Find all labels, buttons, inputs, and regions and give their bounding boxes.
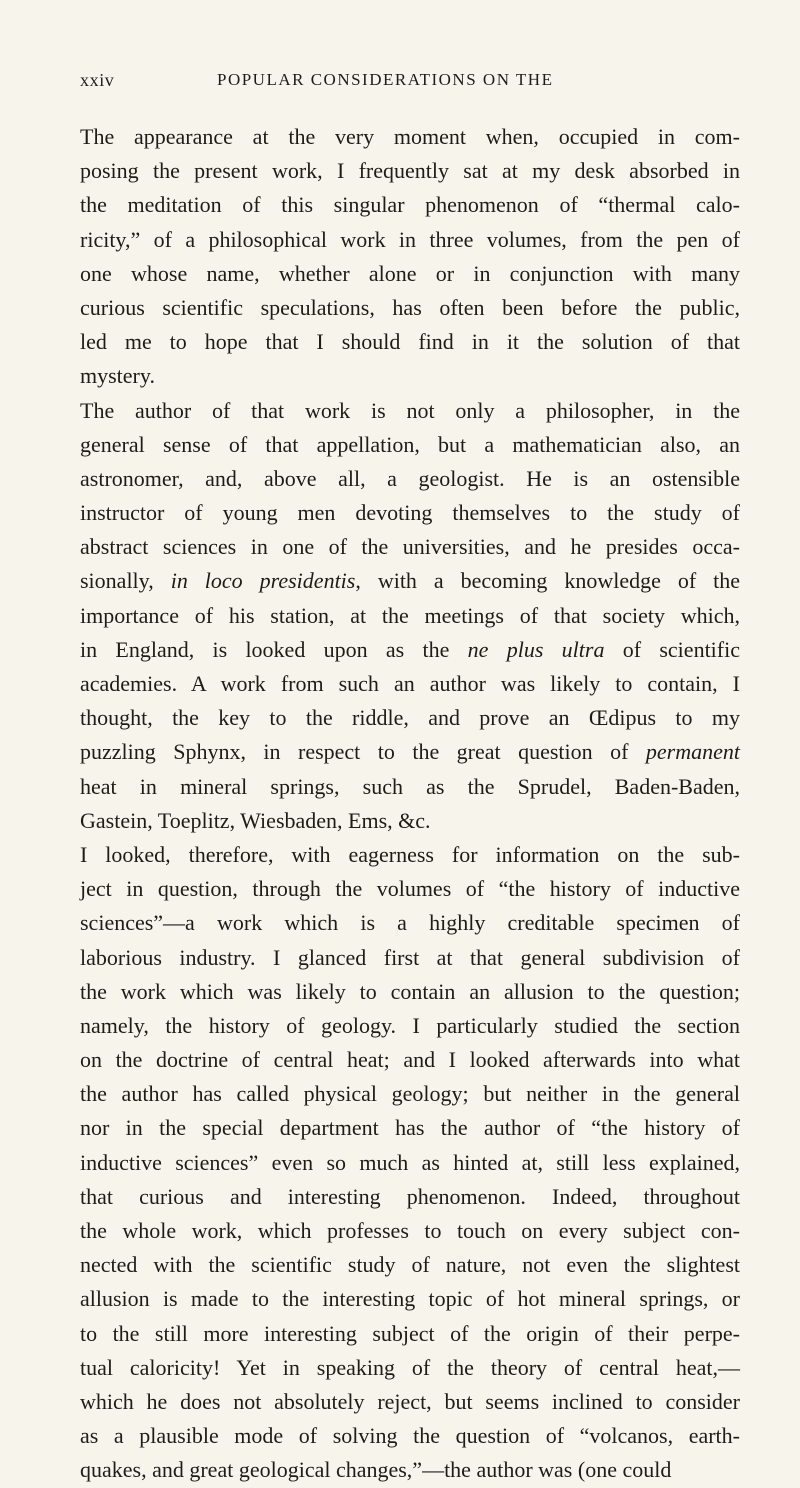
text-line-31: inductive sciences” even so much as hinted at, still less explained,	[80, 1149, 740, 1175]
text-line-40: quakes, and great geological changes,”—the author was (one could	[80, 1457, 672, 1483]
text-line-22: I looked, therefore, with eagerness for information on the sub-	[80, 841, 740, 867]
page-number: xxiv	[80, 70, 115, 90]
body-text	[80, 120, 740, 1488]
text-line-6: curious scientific speculations, has often been before the public,	[80, 294, 740, 320]
text-line-28: on the doctrine of central heat; and I looked afterwards into what	[80, 1047, 740, 1073]
text-line-16: in England, is looked upon as the ne plus ultra of scientific	[80, 636, 740, 662]
text-line-8: mystery.	[80, 363, 155, 389]
text-line-14: sionally, in loco presidentis, with a becoming knowledge of the	[80, 568, 740, 594]
text-line-24: sciences”—a work which is a highly creditable specimen of	[80, 910, 740, 936]
text-line-35: allusion is made to the interesting topic of hot mineral springs, or	[80, 1286, 740, 1312]
text-line-21: Gastein, Toeplitz, Wiesbaden, Ems, &c.	[80, 807, 431, 833]
text-line-1: The appearance at the very moment when, occupied in com-	[80, 124, 740, 149]
running-title: POPULAR CONSIDERATIONS ON THE	[217, 70, 554, 89]
text-line-18: thought, the key to the riddle, and prove an Œdipus to my	[80, 705, 740, 731]
text-line-27: namely, the history of geology. I particularly studied the section	[80, 1012, 740, 1038]
text-line-26: the work which was likely to contain an allusion to the question;	[80, 978, 740, 1004]
text-line-12: instructor of young men devoting themselves to the study of	[80, 500, 740, 526]
text-line-32: that curious and interesting phenomenon. Indeed, throughout	[80, 1183, 740, 1209]
text-line-17: academies. A work from such an author was likely to contain, I	[80, 671, 740, 696]
running-head	[80, 60, 740, 94]
text-line-2: posing the present work, I frequently sat at my desk absorbed in	[80, 158, 740, 184]
text-line-38: which he does not absolutely reject, but seems inclined to consider	[80, 1388, 740, 1414]
text-line-7: led me to hope that I should find in it the solution of that	[80, 329, 740, 355]
text-line-9: The author of that work is not only a philosopher, in the	[80, 397, 740, 423]
text-line-5: one whose name, whether alone or in conjunction with many	[80, 260, 740, 286]
text-line-34: nected with the scientific study of nature, not even the slightest	[80, 1252, 740, 1278]
text-line-19: puzzling Sphynx, in respect to the great question of permanent	[80, 739, 740, 765]
text-line-20: heat in mineral springs, such as the Sprudel, Baden-Baden,	[80, 773, 740, 799]
text-line-15: importance of his station, at the meetings of that society which,	[80, 602, 740, 628]
text-line-23: ject in question, through the volumes of “the history of inductive	[80, 876, 740, 902]
text-line-39: as a plausible mode of solving the question of “volcanos, earth-	[80, 1423, 740, 1449]
text-line-4: ricity,” of a philosophical work in three volumes, from the pen of	[80, 226, 740, 252]
text-line-30: nor in the special department has the author of “the history of	[80, 1115, 740, 1141]
text-line-10: general sense of that appellation, but a mathematician also, an	[80, 431, 740, 457]
text-line-29: the author has called physical geology; but neither in the general	[80, 1081, 740, 1107]
text-line-37: tual caloricity! Yet in speaking of the theory of central heat,—	[80, 1354, 740, 1380]
text-line-33: the whole work, which professes to touch on every subject con-	[80, 1218, 740, 1243]
text-line-3: the meditation of this singular phenomenon of “thermal calo-	[80, 192, 740, 218]
text-line-11: astronomer, and, above all, a geologist. He is an ostensible	[80, 465, 740, 491]
text-line-13: abstract sciences in one of the universities, and he presides occa-	[80, 534, 740, 560]
text-line-36: to the still more interesting subject of the origin of their perpe-	[80, 1320, 740, 1346]
text-line-25: laborious industry. I glanced first at that general subdivision of	[80, 944, 740, 970]
